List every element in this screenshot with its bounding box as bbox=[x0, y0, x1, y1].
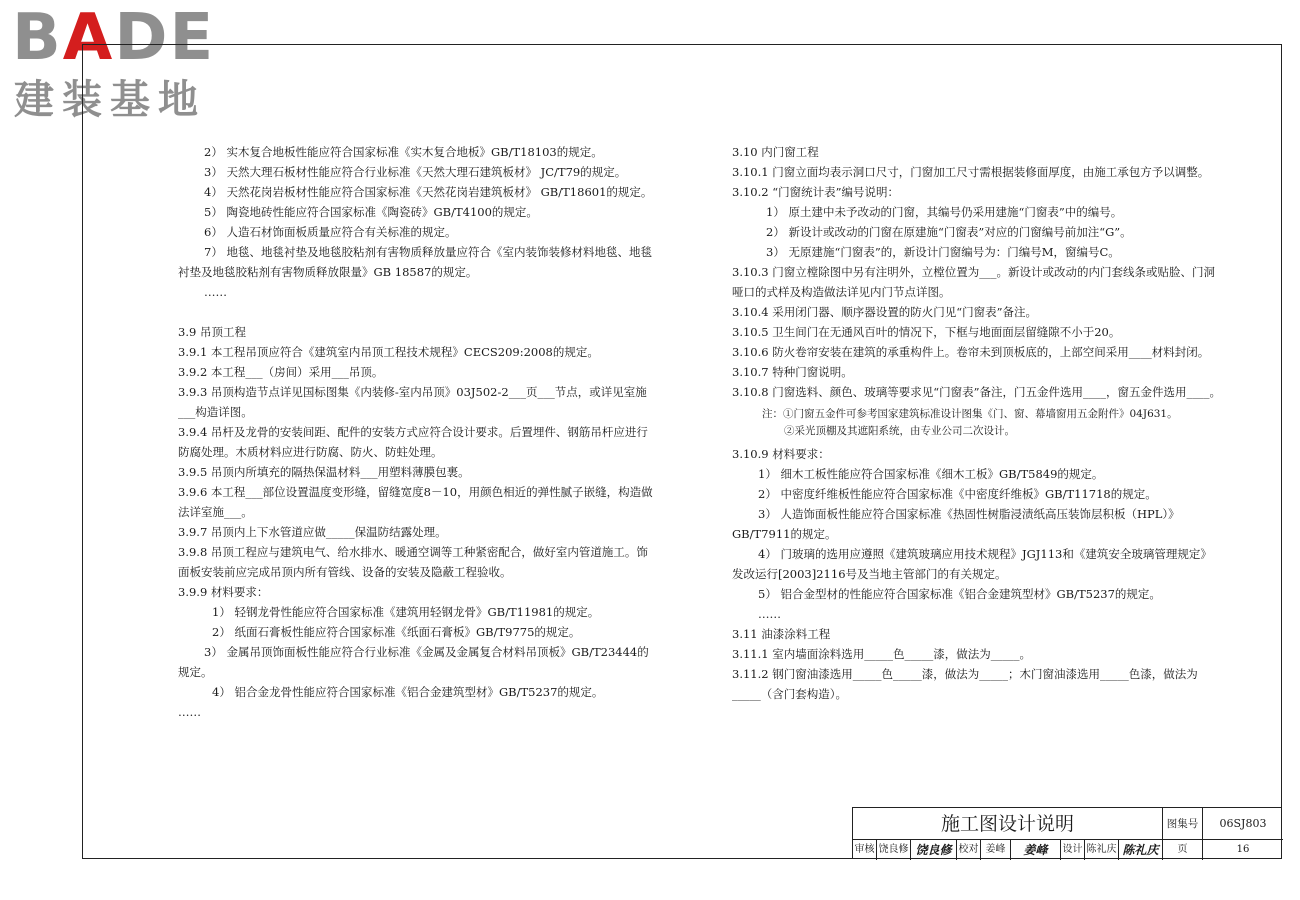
clause-3-9-8: 3.9.8 吊顶工程应与建筑电气、给水排水、暖通空调等工种紧密配合，做好室内管道施工。饰面板安装前应完成吊顶内所有管线、设备的安装及隐蔽工程验收。 bbox=[178, 545, 648, 579]
clause-3-9-2: 3.9.2 本工程___（房间）采用___吊顶。 bbox=[178, 365, 384, 379]
ellipsis: …… bbox=[178, 705, 201, 719]
right-column bbox=[732, 142, 1222, 704]
clause-3-9-5: 3.9.5 吊顶内所填充的隔热保温材料___用塑料薄膜包裹。 bbox=[178, 465, 470, 479]
drawing-title: 施工图设计说明 bbox=[853, 808, 1163, 840]
numbering-2: 2） 新设计或改动的门窗在原建施“门窗表”对应的门窗编号前加注“G”。 bbox=[766, 225, 1132, 239]
material-r2: 2） 中密度纤维板性能应符合国家标准《中密度纤维板》GB/T11718的规定。 bbox=[758, 487, 1157, 501]
note-2: ②采光顶棚及其遮阳系统，由专业公司二次设计。 bbox=[784, 425, 1015, 437]
clause-3-10-4: 3.10.4 采用闭门器、顺序器设置的防火门见“门窗表”备注。 bbox=[732, 305, 1037, 319]
clause-3-10-7: 3.10.7 特种门窗说明。 bbox=[732, 365, 853, 379]
section-3-9-heading: 3.9 吊顶工程 bbox=[178, 325, 246, 339]
material-r1: 1） 细木工板性能应符合国家标准《细木工板》GB/T5849的规定。 bbox=[758, 467, 1104, 481]
item-floor-5: 5） 陶瓷地砖性能应符合国家标准《陶瓷砖》GB/T4100的规定。 bbox=[204, 205, 538, 219]
item-floor-4: 4） 天然花岗岩板材性能应符合国家标准《天然花岗岩建筑板材》 GB/T18601的规定。 bbox=[204, 185, 653, 199]
atlas-number-label: 图集号 bbox=[1163, 808, 1203, 840]
material-r4: 4） 门玻璃的选用应遵照《建筑玻璃应用技术规程》JGJ113和《建筑安全玻璃管理规定》发改运行[2003]2116号及当地主管部门的有关规定。 bbox=[732, 547, 1212, 581]
note-1: 注：①门窗五金件可参考国家建筑标准设计图集《门、窗、幕墙窗用五金附件》04J631。 bbox=[762, 408, 1178, 420]
signature-row bbox=[853, 840, 1283, 860]
note-block bbox=[732, 406, 1222, 440]
item-floor-7: 7） 地毯、地毯衬垫及地毯胶粘剂有害物质释放量应符合《室内装饰装修材料地毯、地毯衬垫及地毯胶粘剂有害物质释放限量》GB 18587的规定。 bbox=[178, 245, 652, 279]
item-floor-6: 6） 人造石材饰面板质量应符合有关标准的规定。 bbox=[204, 225, 457, 239]
clause-3-10-9: 3.10.9 材料要求： bbox=[732, 447, 830, 461]
clause-3-10-6: 3.10.6 防火卷帘安装在建筑的承重构件上。卷帘未到顶板底的，上部空间采用____材料封闭。 bbox=[732, 345, 1210, 359]
ellipsis: …… bbox=[204, 285, 227, 299]
clause-3-10-2: 3.10.2 “门窗统计表”编号说明： bbox=[732, 185, 899, 199]
ellipsis: …… bbox=[758, 607, 781, 621]
clause-3-9-4: 3.9.4 吊杆及龙骨的安装间距、配件的安装方式应符合设计要求。后置埋件、钢筋吊杆应进行防腐处理。木质材料应进行防腐、防火、防蛀处理。 bbox=[178, 425, 648, 459]
clause-3-9-3: 3.9.3 吊顶构造节点详见国标图集《内装修-室内吊顶》03J502-2___页___节点，或详见室施___构造详图。 bbox=[178, 385, 647, 419]
clause-3-9-9: 3.9.9 材料要求： bbox=[178, 585, 269, 599]
designer-name: 陈礼庆 bbox=[1085, 840, 1119, 860]
designer-signature: 陈礼庆 bbox=[1119, 840, 1163, 860]
clause-3-10-1: 3.10.1 门窗立面均表示洞口尺寸，门窗加工尺寸需根据装修面厚度，由施工承包方予以调整。 bbox=[732, 165, 1210, 179]
clause-3-10-5: 3.10.5 卫生间门在无通风百叶的情况下，下框与地面面层留缝隙不小于20。 bbox=[732, 325, 1121, 339]
material-2: 2） 纸面石膏板性能应符合国家标准《纸面石膏板》GB/T9775的规定。 bbox=[212, 625, 581, 639]
review-label: 审核 bbox=[853, 840, 877, 860]
clause-3-9-1: 3.9.1 本工程吊顶应符合《建筑室内吊顶工程技术规程》CECS209:2008的规定。 bbox=[178, 345, 599, 359]
page-label: 页 bbox=[1163, 840, 1203, 860]
numbering-1: 1） 原土建中未予改动的门窗，其编号仍采用建施“门窗表”中的编号。 bbox=[766, 205, 1123, 219]
clause-3-11-2: 3.11.2 钢门窗油漆选用_____色_____漆，做法为_____；木门窗油漆选用_____色漆，做法为_____（含门套构造）。 bbox=[732, 667, 1198, 701]
item-floor-2: 2） 实木复合地板性能应符合国家标准《实木复合地板》GB/T18103的规定。 bbox=[204, 145, 603, 159]
design-label: 设计 bbox=[1061, 840, 1085, 860]
material-4: 4） 铝合金龙骨性能应符合国家标准《铝合金建筑型材》GB/T5237的规定。 bbox=[212, 685, 604, 699]
atlas-number: 06SJ803 bbox=[1203, 808, 1283, 840]
section-3-11-heading: 3.11 油漆涂料工程 bbox=[732, 627, 831, 641]
logo-wordmark: BADE bbox=[12, 1, 216, 75]
clause-3-9-6: 3.9.6 本工程___部位设置温度变形缝，留缝宽度8－10，用颜色相近的弹性腻子嵌缝，构造做法详室施___。 bbox=[178, 485, 653, 519]
material-3: 3） 金属吊顶饰面板性能应符合行业标准《金属及金属复合材料吊顶板》GB/T23444的规定。 bbox=[178, 645, 649, 679]
check-label: 校对 bbox=[957, 840, 981, 860]
logo-chinese-name: 建装基地 bbox=[14, 77, 206, 123]
clause-3-9-7: 3.9.7 吊顶内上下水管道应做_____保温防结露处理。 bbox=[178, 525, 447, 539]
left-column bbox=[178, 142, 656, 722]
material-1: 1） 轻钢龙骨性能应符合国家标准《建筑用轻钢龙骨》GB/T11981的规定。 bbox=[212, 605, 600, 619]
clause-3-10-8: 3.10.8 门窗选料、颜色、玻璃等要求见“门窗表”备注，门五金件选用____，窗五金件选用____。 bbox=[732, 385, 1221, 399]
material-r5: 5） 铝合金型材的性能应符合国家标准《铝合金建筑型材》GB/T5237的规定。 bbox=[758, 587, 1161, 601]
checker-name: 姜峰 bbox=[981, 840, 1011, 860]
title-block bbox=[852, 807, 1282, 859]
item-floor-3: 3） 天然大理石板材性能应符合行业标准《天然大理石建筑板材》 JC/T79的规定。 bbox=[204, 165, 627, 179]
reviewer-name: 饶良修 bbox=[877, 840, 911, 860]
checker-signature: 姜峰 bbox=[1011, 840, 1061, 860]
page-number: 16 bbox=[1236, 844, 1250, 855]
clause-3-11-1: 3.11.1 室内墙面涂料选用_____色_____漆，做法为_____。 bbox=[732, 647, 1031, 661]
clause-3-10-3: 3.10.3 门窗立樘除图中另有注明外，立樘位置为___。新设计或改动的内门套线条或贴脸、门洞哑口的式样及构造做法详见内门节点详图。 bbox=[732, 265, 1215, 299]
reviewer-signature: 饶良修 bbox=[911, 840, 957, 860]
numbering-3: 3） 无原建施“门窗表”的，新设计门窗编号为：门编号M，窗编号C。 bbox=[766, 245, 1120, 259]
material-r3: 3） 人造饰面板性能应符合国家标准《热固性树脂浸渍纸高压装饰层积板（HPL）》GB/T7911的规定。 bbox=[732, 507, 1180, 541]
section-3-10-heading: 3.10 内门窗工程 bbox=[732, 145, 819, 159]
